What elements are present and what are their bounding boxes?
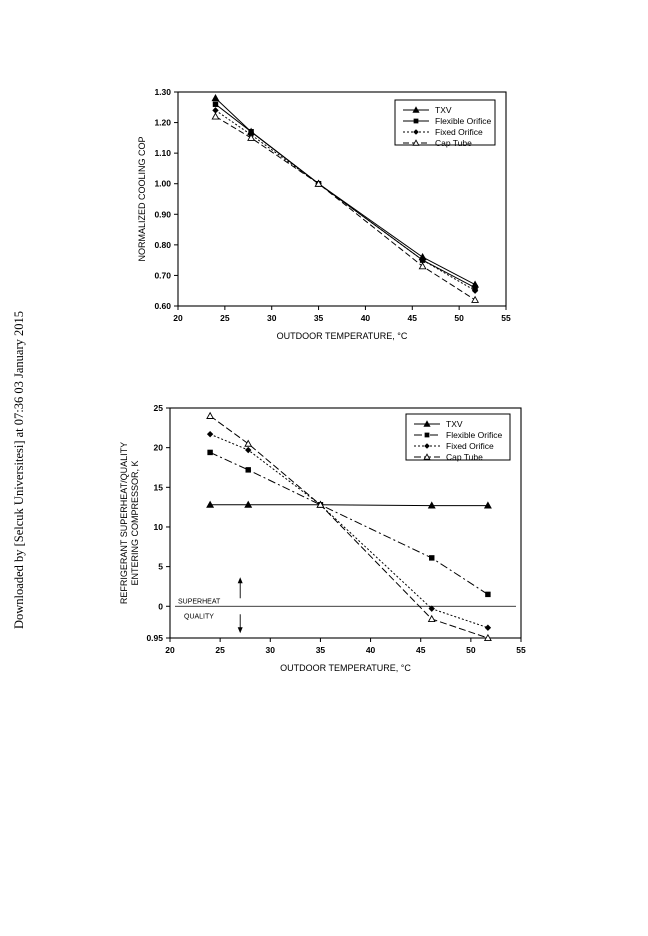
legend-label: Fixed Orifice xyxy=(435,127,483,137)
x-tick-label: 50 xyxy=(466,645,476,655)
superheat-quality-chart xyxy=(0,398,648,688)
x-tick-label: 30 xyxy=(265,645,276,655)
y-tick-label: 20 xyxy=(153,442,163,453)
x-tick-label: 20 xyxy=(173,313,183,323)
y-tick-label: 0.90 xyxy=(154,209,171,220)
series-line xyxy=(210,505,488,506)
x-tick-label: 45 xyxy=(407,313,418,323)
x-axis-label: OUTDOOR TEMPERATURE, °C xyxy=(276,331,408,341)
legend xyxy=(395,100,495,148)
x-tick-label: 30 xyxy=(266,313,277,323)
y-tick-label: 25 xyxy=(153,403,163,413)
download-watermark: Downloaded by [Selcuk Universitesi] at 07:36 03 January 2015 xyxy=(12,311,26,629)
y-tick-label: 0.95 xyxy=(146,633,163,643)
cooling-cop-chart xyxy=(0,80,648,370)
x-tick-label: 35 xyxy=(315,645,326,655)
x-tick-label: 45 xyxy=(415,645,426,655)
series-line xyxy=(210,434,488,628)
legend-marker xyxy=(414,119,419,124)
data-point xyxy=(207,431,213,437)
x-tick-label: 55 xyxy=(501,313,511,323)
data-point xyxy=(246,467,251,472)
legend-marker xyxy=(425,433,430,438)
y-tick-label: 10 xyxy=(153,521,163,532)
y-axis-label: REFRIGERANT SUPERHEAT/QUALITY xyxy=(119,441,129,605)
data-point xyxy=(485,592,490,597)
data-point xyxy=(207,450,212,455)
legend-label: Flexible Orifice xyxy=(446,430,503,440)
quality-label: QUALITY xyxy=(184,613,214,621)
x-tick-label: 50 xyxy=(454,313,464,323)
data-point xyxy=(472,297,478,303)
data-point xyxy=(245,440,251,446)
y-tick-label: 0.70 xyxy=(154,270,171,281)
superheat-arrow-head xyxy=(238,577,243,583)
superheat-label: SUPERHEAT xyxy=(178,598,221,606)
data-point xyxy=(429,555,434,560)
y-tick-label: 1.20 xyxy=(154,117,171,128)
x-tick-label: 25 xyxy=(215,645,225,655)
x-tick-label: 55 xyxy=(516,645,526,655)
series-txv xyxy=(207,502,491,509)
y-tick-label: 1.00 xyxy=(154,178,171,189)
legend-label: Fixed Orifice xyxy=(446,441,494,451)
y-axis-label: ENTERING COMPRESSOR, K xyxy=(130,460,140,586)
series-line xyxy=(210,452,488,594)
x-tick-label: 40 xyxy=(360,313,371,323)
y-tick-label: 15 xyxy=(153,482,163,493)
data-point xyxy=(485,624,491,630)
x-tick-label: 25 xyxy=(220,313,230,323)
y-tick-label: 0 xyxy=(158,601,163,612)
legend-label: TXV xyxy=(435,105,452,115)
y-tick-label: 0.80 xyxy=(154,239,171,250)
x-tick-label: 35 xyxy=(313,313,324,323)
data-point xyxy=(213,102,218,107)
quality-arrow-head xyxy=(238,627,243,633)
legend-label: Cap Tube xyxy=(446,452,483,462)
legend xyxy=(406,414,510,462)
data-point xyxy=(207,413,213,419)
y-tick-label: 1.30 xyxy=(154,87,171,97)
legend-label: Flexible Orifice xyxy=(435,116,492,126)
x-tick-label: 20 xyxy=(165,645,175,655)
y-tick-label: 1.10 xyxy=(154,148,171,159)
data-point xyxy=(429,616,435,622)
y-axis-label: NORMALIZED COOLING COP xyxy=(137,136,147,262)
series-flexible-orifice xyxy=(207,450,490,597)
x-tick-label: 40 xyxy=(365,645,376,655)
data-point xyxy=(212,113,218,119)
y-tick-label: 0.60 xyxy=(154,301,171,311)
legend-label: TXV xyxy=(446,419,463,429)
data-point xyxy=(212,95,218,101)
x-axis-label: OUTDOOR TEMPERATURE, °C xyxy=(280,663,411,673)
legend-label: Cap Tube xyxy=(435,138,472,148)
y-tick-label: 5 xyxy=(158,561,163,572)
